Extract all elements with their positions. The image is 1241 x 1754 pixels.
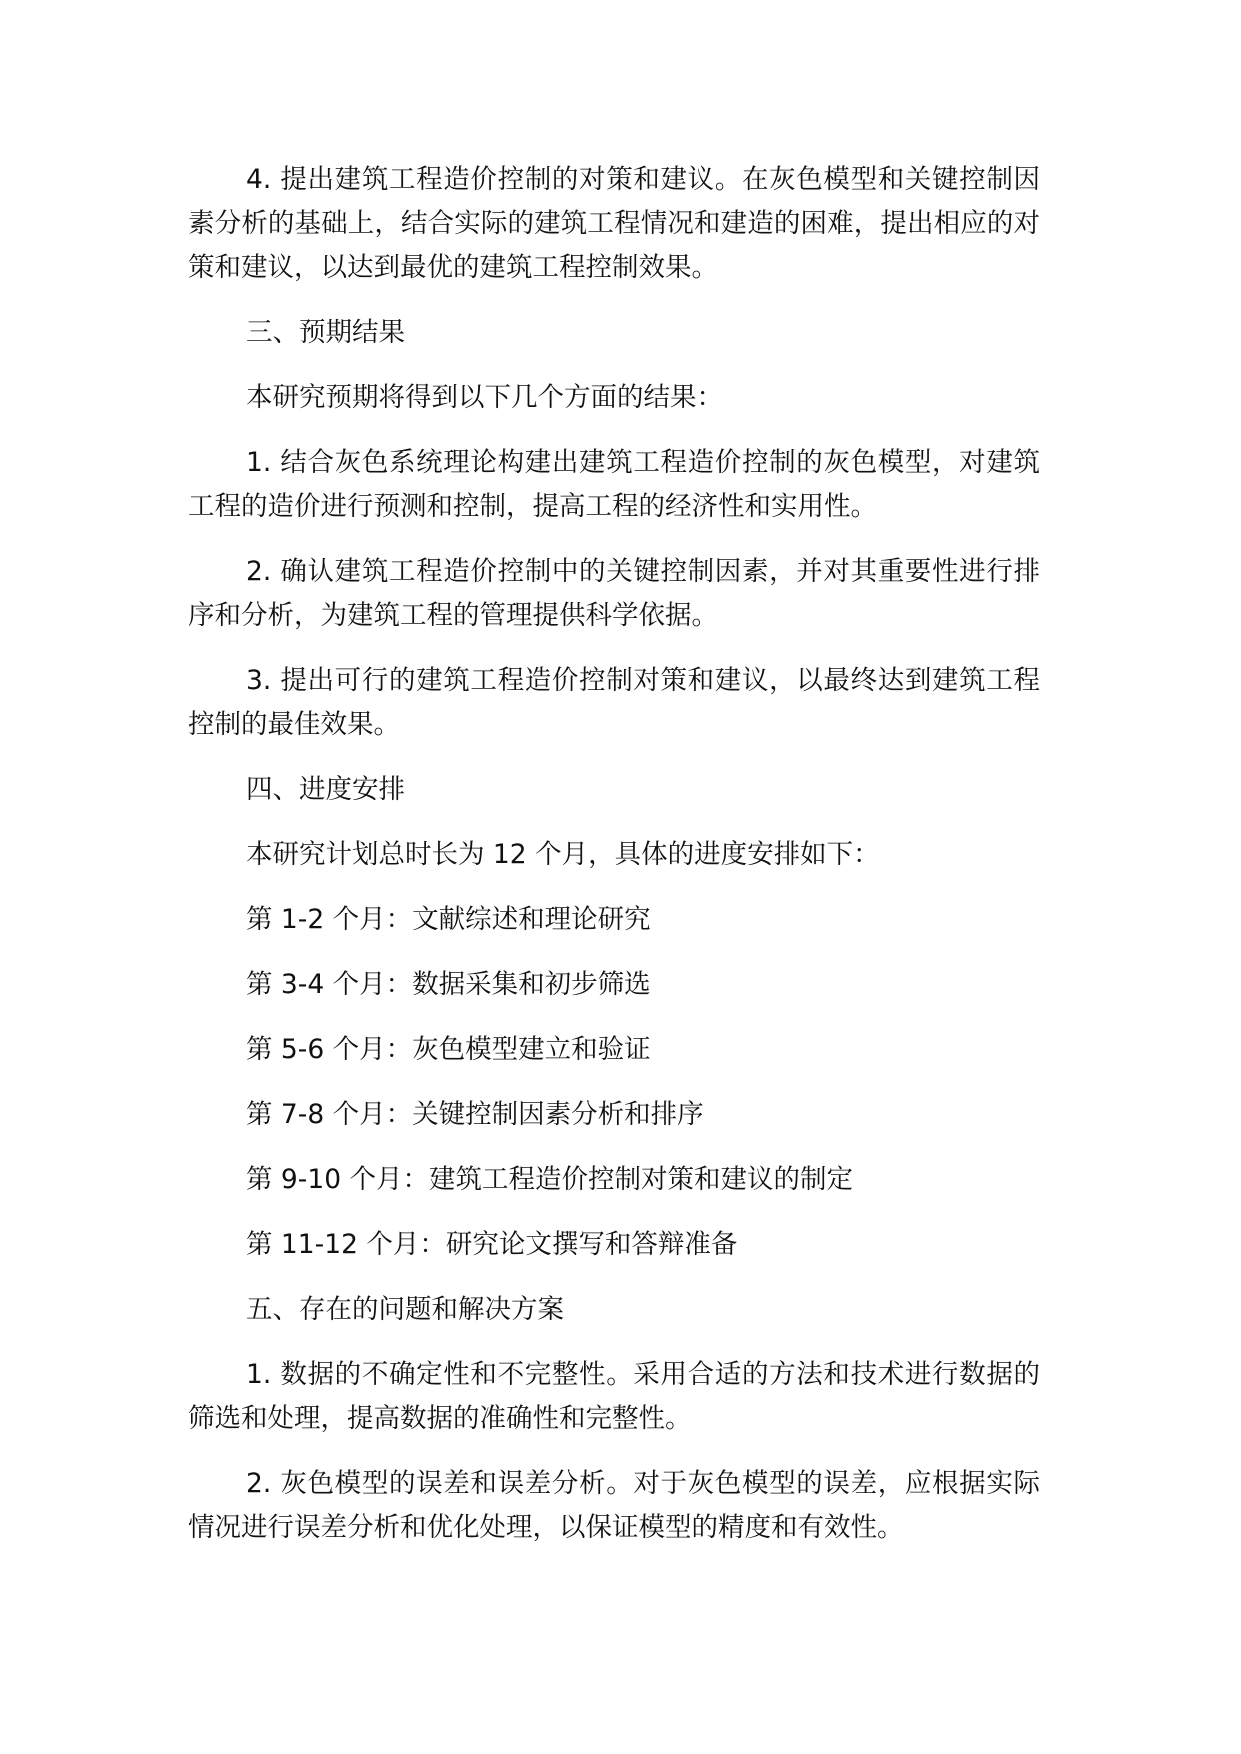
item-paragraph: 1. 结合灰色系统理论构建出建筑工程造价控制的灰色模型，对建筑工程的造价进行预测和控制，提高工程的经济性和实用性。 bbox=[188, 447, 1040, 522]
schedule-item: 第 5-6 个月：灰色模型建立和验证 bbox=[246, 1034, 651, 1065]
item-paragraph: 3. 提出可行的建筑工程造价控制对策和建议，以最终达到建筑工程控制的最佳效果。 bbox=[188, 665, 1040, 740]
schedule-item: 第 11-12 个月：研究论文撰写和答辩准备 bbox=[246, 1229, 738, 1260]
item-paragraph: 1. 数据的不确定性和不完整性。采用合适的方法和技术进行数据的筛选和处理，提高数据的准确性和完整性。 bbox=[188, 1359, 1040, 1434]
body-paragraph: 本研究预期将得到以下几个方面的结果： bbox=[246, 382, 723, 413]
schedule-item: 第 9-10 个月：建筑工程造价控制对策和建议的制定 bbox=[246, 1164, 853, 1195]
section-heading: 四、进度安排 bbox=[246, 774, 405, 805]
document-body bbox=[188, 158, 1040, 1571]
item-paragraph: 2. 灰色模型的误差和误差分析。对于灰色模型的误差，应根据实际情况进行误差分析和优化处理，以保证模型的精度和有效性。 bbox=[188, 1468, 1040, 1543]
schedule-item: 第 1-2 个月：文献综述和理论研究 bbox=[246, 904, 651, 935]
item-paragraph: 4. 提出建筑工程造价控制的对策和建议。在灰色模型和关键控制因素分析的基础上，结合实际的建筑工程情况和建造的困难，提出相应的对策和建议，以达到最优的建筑工程控制效果。 bbox=[188, 164, 1040, 283]
schedule-item: 第 3-4 个月：数据采集和初步筛选 bbox=[246, 969, 651, 1000]
section-heading: 三、预期结果 bbox=[246, 317, 405, 348]
section-heading: 五、存在的问题和解决方案 bbox=[246, 1294, 564, 1325]
schedule-item: 第 7-8 个月：关键控制因素分析和排序 bbox=[246, 1099, 704, 1130]
body-paragraph: 本研究计划总时长为 12 个月，具体的进度安排如下： bbox=[246, 839, 880, 870]
item-paragraph: 2. 确认建筑工程造价控制中的关键控制因素，并对其重要性进行排序和分析，为建筑工程的管理提供科学依据。 bbox=[188, 556, 1040, 631]
